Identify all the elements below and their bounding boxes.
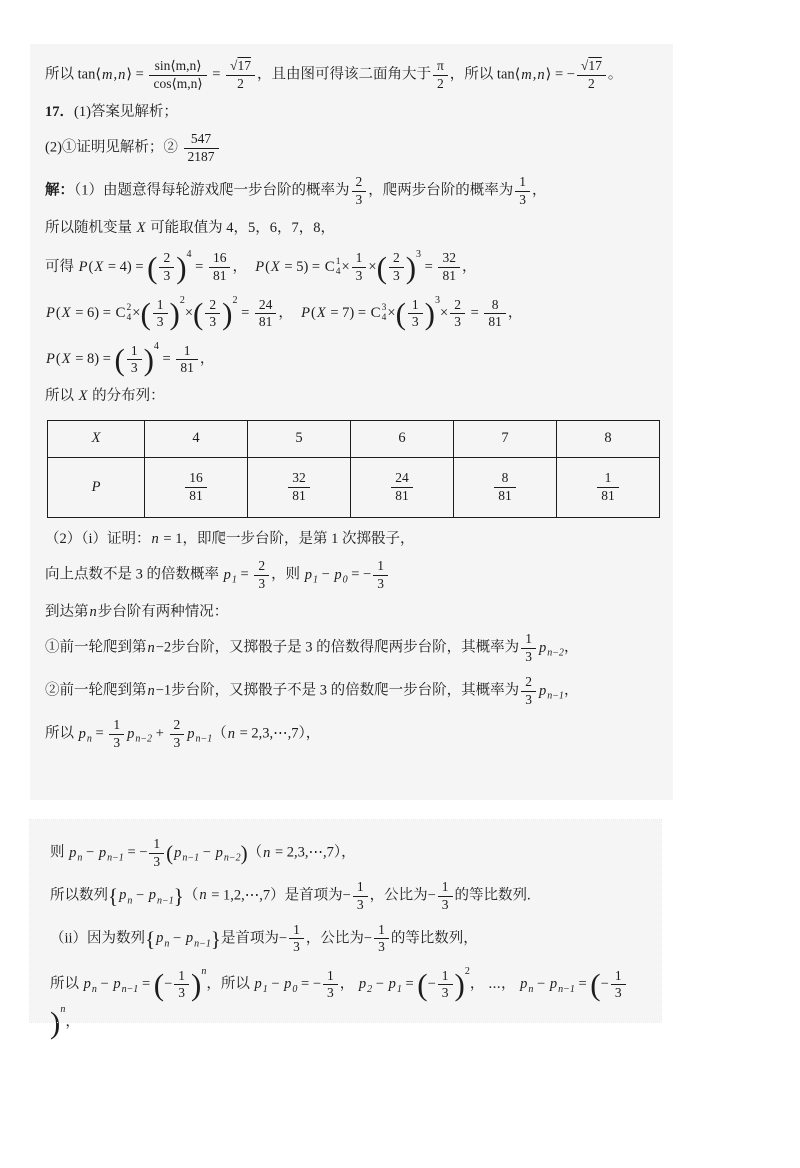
- line-geometric-sequence-conclusion: 所以数列$\{p_n - p_{n-1}\}(n$ = 1,2,⋯,7）是首项为− $\frac{1}{3}$ ，公比为− $\frac{1}{3}$ 的等比数列.: [50, 878, 531, 912]
- line-prob-x4-x5: 可得 P(X = 4) = ( $\frac{2}{3}$ )$^4$ = $\frac{16}{81}$ ， P(X = 5) = C 1 4 × $\frac{1}{3}$ ×( $\frac{2}{3}$ )$^3$ = $\frac{32}{81}$ ，: [45, 249, 477, 286]
- table-cell: 6: [351, 420, 454, 457]
- line-p1-minus-p0: 向上点数不是 3 的倍数概率 $p_1$ = $\frac{2}{3}$ ，则 $p_1 - p_0$ = − $\frac{1}{3}$: [45, 558, 659, 593]
- line-answer-17-1: 17．(1)答案见解析；: [45, 103, 178, 120]
- table-cell: $\frac{32}{81}$: [248, 457, 351, 517]
- table-cell: 5: [248, 420, 351, 457]
- distribution-table: [47, 420, 660, 518]
- table-cell: 7: [454, 420, 557, 457]
- panel2-lines: [50, 836, 647, 1041]
- table-cell: 4: [145, 420, 248, 457]
- line-x-possible-values: 所以随机变量 X 可能取值为 4，5，6，7，8，: [45, 219, 335, 236]
- table-cell: $\frac{8}{81}$: [454, 457, 557, 517]
- lines-before-table: [45, 58, 659, 408]
- lines-after-table: [45, 528, 659, 752]
- solution-panel-bottom: [30, 820, 661, 1041]
- line-2ii-premise: （ii）因为数列$\{p_n - p_{n-1}\}$是首项为− $\frac{1}{3}$ ，公比为− $\frac{1}{3}$ 的等比数列，: [50, 921, 478, 955]
- row-label: P: [48, 457, 145, 517]
- line-solution-part1: 解：（1）由题意得每轮游戏爬一步台阶的概率为 $\frac{2}{3}$ ，爬两步台阶的概率为 $\frac{1}{3}$ ，: [45, 173, 547, 207]
- line-difference-recurrence: 则 $p_n - p_{n-1}$ = − $\frac{1}{3}$ $(p_{n-1} - p_{n-2})(n$ = 2,3,⋯,7），: [50, 836, 356, 869]
- solution-panel-top: [30, 44, 673, 800]
- line-2i-proof-start: （2）（i）证明：n = 1，即爬一步台阶，是第 1 次掷骰子，: [45, 530, 415, 547]
- line-prob-x8: P(X = 8) = ( $\frac{1}{3}$ )$^4$ = $\frac{1}{81}$ ，: [46, 341, 215, 378]
- line-dihedral-conclusion: 所以 tan⟨m,n⟩ = $\frac{\sin⟨m,n⟩}{\cos⟨m,n⟩}$ = $\frac{√17}{2}$ ，且由图可得该二面角大于 $\frac{\pi}{2}$ ，所以 tan⟨m,n⟩ = − $\frac{√17}{2}$ 。: [45, 58, 623, 91]
- table-cell: $\frac{24}{81}$: [351, 457, 454, 517]
- table-row: [48, 420, 660, 457]
- table-row: [48, 457, 660, 517]
- row-label: X: [48, 420, 145, 457]
- table-cell: $\frac{16}{81}$: [145, 457, 248, 517]
- table-cell: 8: [557, 420, 660, 457]
- line-recurrence: 所以 $p_n$ = $\frac{1}{3}$ $p_{n-2}$ + $\frac{2}{3}$ $p_{n-1}(n$ = 2,3,⋯,7），: [45, 716, 321, 750]
- line-two-cases: 到达第n步台阶有两种情况：: [45, 604, 229, 621]
- line-case-1: ①前一轮爬到第n−2步台阶，又掷骰子是 3 的倍数得爬两步台阶，其概率为 $\frac{1}{3}$ $p_{n-2}$，: [45, 631, 579, 665]
- line-answer-17-2: (2)①证明见解析；② $\frac{547}{2187}$: [45, 131, 659, 166]
- table-cell: $\frac{1}{81}$: [557, 457, 660, 517]
- line-distribution-intro: 所以 X 的分布列：: [45, 388, 165, 405]
- line-general-term: 所以 $p_n - p_{n-1}$ = (− $\frac{1}{3}$ )$^n$，所以 $p_1 - p_0$ = − $\frac{1}{3}$ ， $p_2 - p_1$ = (− $\frac{1}{3}$ )$^2$， ⋯， $p_n - p_{n-1}$ = (− $\frac{1}{3}$ )$^n$，: [50, 964, 647, 1038]
- line-case-2: ②前一轮爬到第n−1步台阶，又掷骰子不是 3 的倍数爬一步台阶，其概率为 $\frac{2}{3}$ $p_{n-1}$，: [45, 674, 579, 708]
- line-prob-x6-x7: P(X = 6) = C 2 4 ×( $\frac{1}{3}$ )$^2$×( $\frac{2}{3}$ )$^2$ = $\frac{24}{81}$ ， P(X = 7) = C 3 4 ×( $\frac{1}{3}$ )$^3$× $\frac{2}{3}$ = $\frac{8}{81}$ ，: [46, 295, 523, 332]
